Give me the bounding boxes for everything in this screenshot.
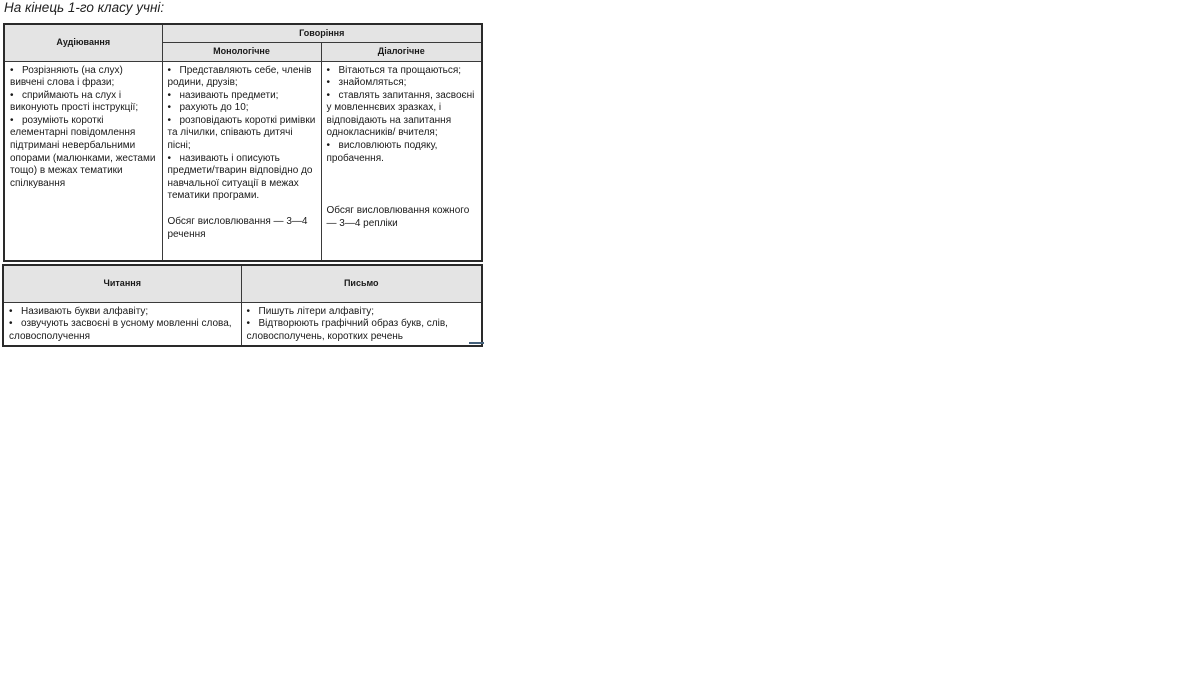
cell-reading (3, 302, 241, 346)
list-item: • Відтворюють графічний образ букв, слів, словосполучень, коротких речень (246, 318, 448, 342)
header-speaking: Говоріння (162, 24, 482, 42)
list-item: • розповідають короткі римівки та лічилки, співають дитячі пісні; (167, 114, 316, 152)
list-item: • озвучують засвоєні в усному мовленні слова, словосполучення (9, 318, 232, 342)
writing-list (247, 306, 478, 344)
list-item: • називають предмети; (167, 89, 279, 101)
list-item: • Вітаються та прощаються; (326, 64, 462, 76)
list-item: • знайомляться; (326, 77, 407, 89)
cell-dialogue (321, 61, 482, 261)
edge-mark (469, 342, 484, 344)
monologue-volume: Обсяг висловлювання — 3—4 речення (167, 216, 308, 240)
cell-monologue (162, 61, 321, 261)
cell-listening (4, 61, 162, 261)
dialogue-list (327, 65, 478, 166)
reading-list (9, 306, 237, 344)
list-item: • називають і описують предмети/тварин відповідно до навчальної ситуації в межах тематики програми. (167, 152, 313, 202)
list-item: • ставлять запитання, засвоєні у мовленнєвих зразках, і відповідають на запитання однокласників/ вчителя; (326, 89, 475, 139)
header-dialogue: Діалогічне (321, 42, 482, 61)
dialogue-volume: Обсяг висловлювання кожного — 3—4 репліки (326, 205, 470, 229)
list-item: • Розрізняють (на слух) вивчені слова і фрази; (10, 64, 123, 89)
list-item: • висловлюють подяку, пробачення. (326, 140, 438, 164)
monologue-list (168, 65, 317, 204)
list-item: • Пишуть літери алфавіту; (246, 305, 375, 317)
header-listening: Аудіювання (4, 24, 162, 61)
listening-list (10, 65, 158, 191)
list-item: • Представляють себе, членів родини, друзів; (167, 64, 312, 89)
list-item: • рахують до 10; (167, 102, 249, 114)
header-reading: Читання (3, 265, 241, 302)
list-item: • сприймають на слух і виконують прості інструкції; (10, 89, 139, 114)
header-monologue: Монологічне (162, 42, 321, 61)
page-title: На кінець 1-го класу учні: (4, 0, 165, 15)
list-item: • розуміють короткі елементарні повідомлення підтримані невербальними опорами (малюнками, жестами тощо) в межах тематики спілкування (10, 114, 156, 189)
header-writing: Письмо (241, 265, 482, 302)
skills-table-bottom (2, 264, 483, 347)
skills-table-top (3, 23, 483, 262)
cell-writing (241, 302, 482, 346)
list-item: • Називають букви алфавіту; (9, 305, 149, 317)
